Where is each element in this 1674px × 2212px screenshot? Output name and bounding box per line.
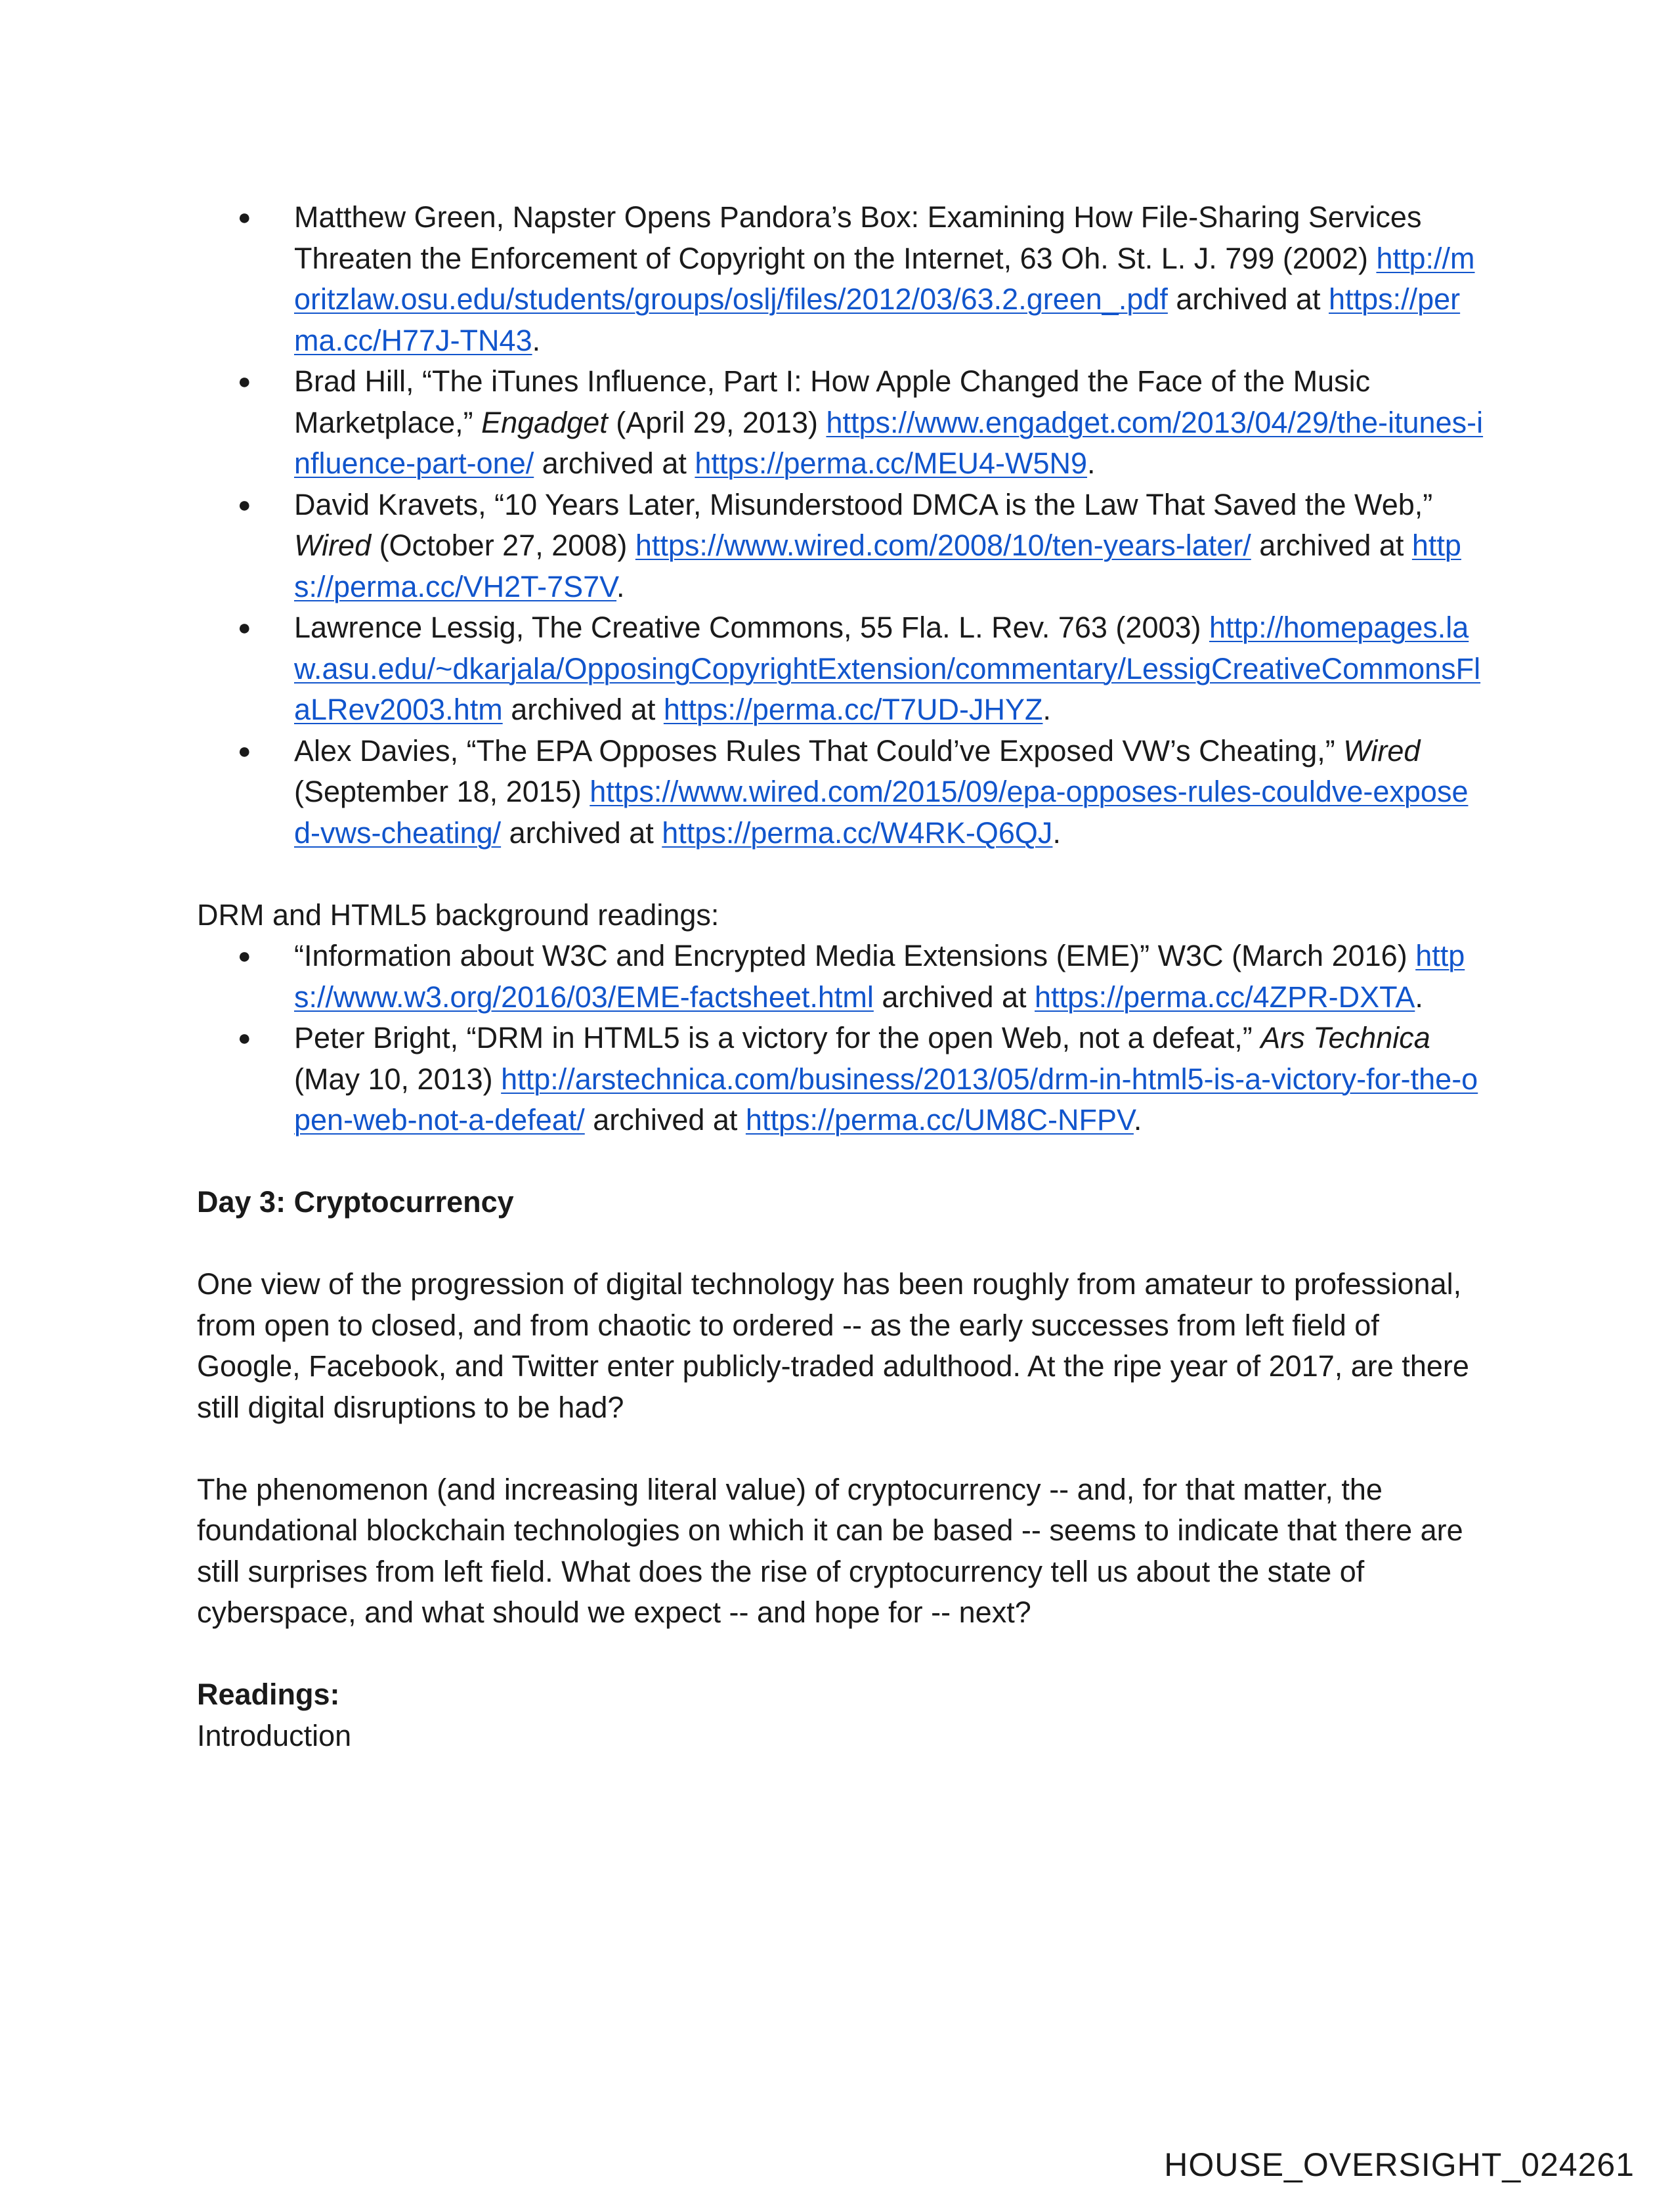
reference-text: Peter Bright, “DRM in HTML5 is a victory for the open Web, not a defeat,” [294,1021,1261,1054]
reference-item [197,1018,1484,1141]
reference-link[interactable]: https://www.engadget.com/2013/04/29/the-itunes-influence-part-one/ [294,405,1484,480]
reference-text: Brad Hill, “The iTunes Influence, Part I: How Apple Changed the Face of the Music Marketplace,” [294,364,1371,439]
bullet-icon: ● [238,492,251,517]
reference-item [197,936,1484,1018]
reference-date: (September 18, 2015) [294,775,590,808]
publication-name: Engadget [481,405,608,439]
period: . [532,323,541,357]
publication-name: Wired [294,529,372,562]
reference-link[interactable]: https://www.w3.org/2016/03/EME-factsheet.html [294,939,1465,1014]
introduction-label: Introduction [197,1718,352,1752]
period: . [1133,1103,1142,1137]
day3-heading: Day 3: Cryptocurrency [197,1185,514,1219]
archive-link[interactable]: https://perma.cc/VH2T-7S7V [294,529,1461,603]
reference-text: Alex Davies, “The EPA Opposes Rules That Could’ve Exposed VW’s Cheating,” [294,733,1344,768]
reference-text: Lawrence Lessig, The Creative Commons, 55 Fla. L. Rev. 763 (2003) [294,611,1210,644]
bullet-icon: ● [238,738,251,764]
archive-link[interactable]: https://perma.cc/UM8C-NFPV [745,1103,1134,1137]
reference-item [197,197,1484,361]
archived-text: archived at [1167,282,1329,316]
period: . [1042,693,1051,726]
period: . [1052,815,1061,850]
bullet-icon: ● [238,369,251,394]
reference-text: David Kravets, “10 Years Later, Misunderstood DMCA is the Law That Saved the Web,” [294,487,1433,521]
archive-link[interactable]: https://perma.cc/T7UD-JHYZ [663,693,1043,726]
bullet-icon: ● [238,615,251,640]
reference-date: (May 10, 2013) [294,1062,502,1096]
readings-heading: Readings: [197,1678,340,1711]
reference-list-drm [197,936,1484,1141]
bullet-icon: ● [238,943,251,968]
reference-date: (April 29, 2013) [607,405,826,439]
archive-link[interactable]: https://perma.cc/MEU4-W5N9 [695,446,1088,480]
intro-paragraph-1: One view of the progression of digital technology has been roughly from amateur to professional, from open to closed, and from chaotic to ordered -- as the early successes from left field of Google, Facebook, and Twitter enter publicly-traded adulthood. At the ripe year of 2017, are there still digital disruptions to be had? [197,1267,1469,1424]
publication-name: Ars Technica [1260,1021,1430,1054]
reference-link[interactable]: https://www.wired.com/2008/10/ten-years-later/ [635,529,1251,562]
archived-text: archived at [1251,529,1412,562]
archived-text: archived at [873,980,1035,1014]
period: . [616,569,625,603]
reference-list-top [197,197,1484,854]
archive-link[interactable]: https://perma.cc/W4RK-Q6QJ [662,815,1053,850]
publication-name: Wired [1343,733,1421,768]
reference-item [197,607,1484,731]
reference-date: (October 27, 2008) [371,529,635,562]
bullet-icon: ● [238,205,251,230]
archived-text: archived at [501,815,662,850]
reference-item [197,731,1484,854]
intro-paragraph-2: The phenomenon (and increasing literal value) of cryptocurrency -- and, for that matter, the foundational blockchain technologies on which it can be based -- seems to indicate that there are still surprises from left field. What does the rise of cryptocurrency tell us about the state of cyberspace, and what should we expect -- and hope for -- next? [197,1472,1463,1629]
reference-text: Matthew Green, Napster Opens Pandora’s Box: Examining How File-Sharing Services Threaten the Enforcement of Copyright on the Internet, 63 Oh. St. L. J. 799 (2002) [294,200,1422,275]
reference-text: “Information about W3C and Encrypted Media Extensions (EME)” W3C (March 2016) [294,939,1416,972]
archive-link[interactable]: https://perma.cc/4ZPR-DXTA [1035,980,1415,1014]
reference-link[interactable]: http://homepages.law.asu.edu/~dkarjala/OpposingCopyrightExtension/commentary/LessigCreativeCommonsFlaLRev2003.htm [294,611,1481,726]
archived-text: archived at [534,446,695,480]
archived-text: archived at [584,1103,746,1137]
archived-text: archived at [502,693,664,726]
period: . [1415,980,1423,1014]
period: . [1087,446,1096,480]
bullet-icon: ● [238,1026,251,1051]
reference-link[interactable]: http://arstechnica.com/business/2013/05/drm-in-html5-is-a-victory-for-the-open-web-not-a-defeat/ [294,1062,1478,1137]
archive-link[interactable]: https://perma.cc/H77J-TN43 [294,282,1461,357]
reference-item [197,485,1484,608]
drm-section-label: DRM and HTML5 background readings: [197,898,719,932]
reference-link[interactable]: http://moritzlaw.osu.edu/students/groups/oslj/files/2012/03/63.2.green_.pdf [294,241,1475,316]
bates-number: HOUSE_OVERSIGHT_024261 [1164,2146,1635,2183]
document-page [197,197,1484,1756]
reference-item [197,361,1484,485]
reference-link[interactable]: https://www.wired.com/2015/09/epa-opposes-rules-couldve-exposed-vws-cheating/ [294,775,1469,850]
